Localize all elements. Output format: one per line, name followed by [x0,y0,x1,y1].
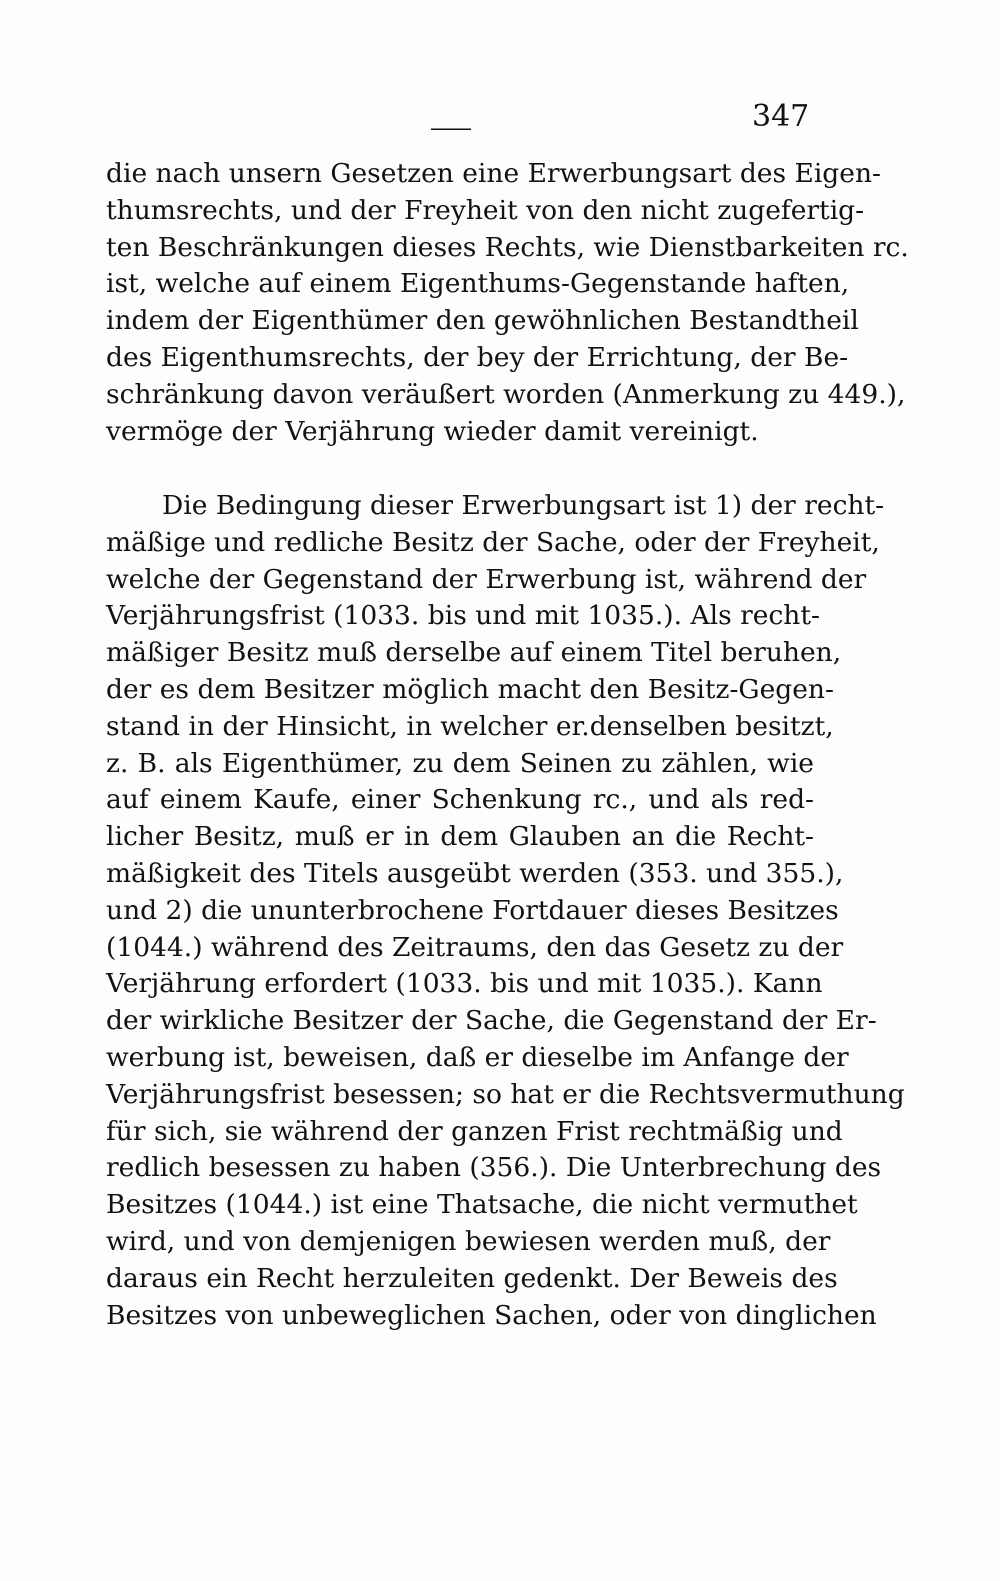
text-line: (1044.) während des Zeitraums, den das Gesetz zu der [106,931,844,963]
text-line: wird, und von demjenigen bewiesen werden muß, der [106,1225,831,1257]
text-line: der wirkliche Besitzer der Sache, die Gegenstand der Er- [106,1005,877,1037]
text-line: Verjährungsfrist besessen; so hat er die Rechtsvermuthung [106,1078,905,1110]
text-line: thumsrechts, und der Freyheit von den nicht zugefertig- [106,194,865,226]
text-line: Verjährung erfordert (1033. bis und mit 1035.). Kann [106,968,823,1000]
text-line: für sich, sie während der ganzen Frist rechtmäßig und [106,1115,843,1147]
paragraph-2 [106,488,905,1334]
text-line: und 2) die ununterbrochene Fortdauer dieses Besitzes [106,894,839,926]
text-line: Besitzes (1044.) ist eine Thatsache, die nicht vermuthet [106,1189,858,1221]
text-line: mäßigkeit des Titels ausgeübt werden (353. und 355.), [106,857,844,889]
text-line: indem der Eigenthümer den gewöhnlichen Bestandtheil [106,305,859,337]
text-line: Besitzes von unbeweglichen Sachen, oder von dinglichen [106,1299,877,1331]
text-line: schränkung davon veräußert worden (Anmerkung zu 449.), [106,378,906,410]
text-line: stand in der Hinsicht, in welcher er.denselben besitzt, [106,710,834,742]
text-line: z. B. als Eigenthümer, zu dem Seinen zu zählen, wie [106,747,814,779]
text-line: ten Beschränkungen dieses Rechts, wie Dienstbarkeiten rc. [106,231,909,263]
text-line: auf einem Kaufe, einer Schenkung rc., und als red- [106,784,814,816]
text-line: Verjährungsfrist (1033. bis und mit 1035.). Als recht- [106,600,820,632]
text-line: des Eigenthumsrechts, der bey der Errichtung, der Be- [106,341,849,373]
page-number: 347 [752,99,810,134]
text-line: mäßiger Besitz muß derselbe auf einem Titel beruhen, [106,637,842,669]
text-line: werbung ist, beweisen, daß er dieselbe im Anfange der [106,1041,849,1073]
text-line: mäßige und redliche Besitz der Sache, oder der Freyheit, [106,526,880,558]
running-head [0,96,1000,141]
paragraph-1 [106,156,909,450]
text-line: Die Bedingung dieser Erwerbungsart ist 1) der recht- [162,490,885,521]
text-line: ist, welche auf einem Eigenthums-Gegenstande haften, [106,268,850,300]
text-line: der es dem Besitzer möglich macht den Besitz-Gegen- [106,673,834,705]
header-rule: —— [430,116,470,141]
text-line: daraus ein Recht herzuleiten gedenkt. Der Beweis des [106,1262,838,1294]
text-line: licher Besitz, muß er in dem Glauben an die Recht- [106,821,814,853]
text-line: die nach unsern Gesetzen eine Erwerbungsart des Eigen- [106,158,881,189]
text-line: redlich besessen zu haben (356.). Die Unterbrechung des [106,1152,882,1184]
text-line: vermöge der Verjährung wieder damit vereinigt. [106,415,759,447]
text-line: welche der Gegenstand der Erwerbung ist, während der [106,563,867,595]
